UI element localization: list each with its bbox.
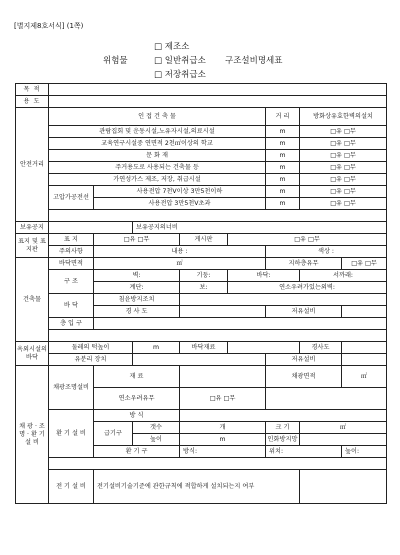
lighting-vent-label: 채 광 · 조 명 · 환 기 설 비 (16, 366, 49, 504)
oil-separator-value[interactable] (133, 354, 266, 366)
sign-check[interactable]: □유 □무 (94, 234, 180, 246)
distance-value[interactable]: m (266, 126, 300, 138)
flammable-roof-label: 연소우려유무 (94, 388, 180, 410)
flammable-wall-label[interactable]: 연소우려가있는외벽: (228, 282, 387, 294)
pit-value[interactable] (342, 306, 387, 318)
slope-value[interactable] (180, 306, 266, 318)
fire-damper-label: 인화방지망 (266, 434, 300, 446)
floor-part-label: 바 닥 (49, 294, 94, 318)
firewall-check[interactable]: □유 □무 (300, 126, 387, 138)
reserve-space-value[interactable] (49, 222, 133, 234)
intake-size-label: 크 기 (266, 422, 300, 434)
slope-label: 경 사 도 (94, 306, 180, 318)
lighting-area-label: 채광면적 (266, 366, 342, 388)
intake-label: 급기구 (94, 422, 133, 446)
distance-value[interactable]: m (266, 138, 300, 150)
title-option-manufacturing[interactable]: □ 제조소 (154, 42, 190, 52)
caution-label: 주의사항 (49, 246, 94, 258)
intake-height-label: 높이 (133, 434, 180, 446)
adjacent-building-header: 인 접 건 축 물 (49, 108, 266, 126)
oil-pit-value[interactable] (342, 354, 387, 366)
intake-count-value[interactable]: 개 (180, 422, 266, 434)
leak-prevention-value[interactable] (180, 294, 387, 306)
caution-color[interactable]: 색상 : (266, 246, 387, 258)
electric-value[interactable] (300, 470, 387, 504)
safety-item: 문 화 재 (49, 150, 266, 162)
safety-spacer (49, 210, 387, 222)
material-label: 재 료 (94, 366, 180, 388)
safety-item: 가연성가스 제조, 저장, 취급시설 (49, 174, 266, 186)
storeys-label: 층 입 구 (49, 318, 94, 330)
gradient-value[interactable] (342, 342, 387, 354)
title-suffix: 구조설비명세표 (225, 56, 283, 66)
sign-label: 표지 및 표지판 (16, 234, 49, 258)
purpose-value[interactable] (49, 84, 387, 96)
floor-area-value[interactable]: ㎡ (94, 258, 266, 270)
building-spacer (49, 330, 387, 342)
beam-label[interactable]: 서까래: (300, 270, 387, 282)
material-value[interactable] (180, 366, 266, 388)
flammable-roof-check[interactable]: □유 □무 (180, 388, 266, 410)
basement-check[interactable]: □유 □무 (342, 258, 387, 270)
firewall-check[interactable]: □유 □무 (300, 162, 387, 174)
exhaust-height[interactable]: 높이: (342, 446, 387, 458)
distance-header: 거 리 (266, 108, 300, 126)
page-number: (1쪽) (66, 22, 84, 30)
intake-count-label: 갯수 (133, 422, 180, 434)
weir-height-value[interactable]: m (133, 342, 180, 354)
lighting-extra-value[interactable] (266, 388, 387, 410)
firewall-check[interactable]: □유 □무 (300, 150, 387, 162)
intake-size-value[interactable]: ㎡ (300, 422, 387, 434)
basement-label: 지하층유무 (266, 258, 342, 270)
title-option-storage[interactable]: □ 저장취급소 (154, 70, 206, 80)
gradient-label: 경사도 (300, 342, 342, 354)
exhaust-label: 환 기 구 (94, 446, 180, 458)
intake-height-value[interactable]: m (180, 434, 266, 446)
form-number: [별지제8호서식] (14, 22, 65, 30)
wall-label[interactable]: 벽: (94, 270, 180, 282)
floor-material-value[interactable] (228, 342, 300, 354)
electric-text: 전기설비기술기준에 관한규칙에 적합하게 설치되는지 여부 (94, 470, 300, 504)
notice-board-label: 게시판 (180, 234, 228, 246)
safety-item: 주거용도로 사용되는 건축물 등 (49, 162, 266, 174)
distance-value[interactable]: m (266, 174, 300, 186)
reserve-space-label: 보유공지 (16, 222, 49, 234)
electric-label: 전 기 설 비 (49, 470, 94, 504)
lighting-label: 채광조명설비 (49, 366, 94, 410)
distance-value[interactable]: m (266, 162, 300, 174)
exhaust-method[interactable]: 방식: (180, 446, 266, 458)
safety-item: 교육연구시설중 연면적 2천㎡이상의 학교 (49, 138, 266, 150)
firewall-check[interactable]: □유 □무 (300, 138, 387, 150)
safety-distance-label: 안전거리 (16, 108, 49, 222)
vent-label: 환 기 설 비 (49, 410, 94, 458)
use-label: 용 도 (16, 96, 49, 108)
caution-content[interactable]: 내용 : (94, 246, 266, 258)
floor-area-label: 바닥면적 (49, 258, 94, 270)
high-voltage-item: 사용전압 3만5천V초과 (94, 198, 266, 210)
purpose-label: 목 적 (16, 84, 49, 96)
use-value[interactable] (49, 96, 387, 108)
floor-label[interactable]: 바닥: (228, 270, 300, 282)
stairs-label[interactable]: 계단: (94, 282, 180, 294)
safety-item: 관람집회 및 운동시설,노유자시설,의료시설 (49, 126, 266, 138)
firewall-check[interactable]: □유 □무 (300, 186, 387, 198)
exhaust-position[interactable]: 위치: (266, 446, 342, 458)
storeys-value[interactable] (94, 318, 387, 330)
title-option-handling[interactable]: □ 일반취급소 (154, 56, 206, 66)
pit-label: 저유설비 (266, 306, 342, 318)
firewall-header: 방화상유효한벽의설치 (300, 108, 387, 126)
distance-value[interactable]: m (266, 150, 300, 162)
title-label: 위험물 (103, 56, 128, 66)
high-voltage-item: 사용전압 7천V이상 3만5천이하 (94, 186, 266, 198)
oil-pit-label: 저유설비 (266, 354, 342, 366)
distance-value[interactable]: m (266, 198, 300, 210)
notice-board-check[interactable]: □유 □무 (228, 234, 387, 246)
structure-label: 구 조 (49, 270, 94, 294)
firewall-check[interactable]: □유 □무 (300, 198, 387, 210)
firewall-check[interactable]: □유 □무 (300, 174, 387, 186)
structure-spec-table (15, 83, 387, 504)
outdoor-floor-label: 옥외시설의 바닥 (16, 342, 49, 366)
leak-prevention-label: 침윤방지조치 (94, 294, 180, 306)
form-header (14, 21, 83, 31)
method-label: 방 식 (94, 410, 180, 422)
vent-spacer (49, 458, 387, 470)
floor-material-label: 바닥재료 (180, 342, 228, 354)
sign-field-label: 표 지 (49, 234, 94, 246)
distance-value[interactable]: m (266, 186, 300, 198)
roof-label[interactable]: 보: (180, 282, 228, 294)
high-voltage-label: 고압가공전선 (49, 186, 94, 210)
fire-damper-value[interactable] (300, 434, 387, 446)
reserve-width[interactable]: 보유공지의너비 (133, 222, 387, 234)
method-value[interactable] (180, 410, 387, 422)
oil-separator-label: 유분리 장치 (49, 354, 133, 366)
weir-height-label: 둘레의 턱높이 (49, 342, 133, 354)
lighting-area-value[interactable]: ㎡ (342, 366, 387, 388)
form-title (0, 37, 400, 83)
column-label[interactable]: 기둥: (180, 270, 228, 282)
building-label: 건축물 (16, 258, 49, 342)
